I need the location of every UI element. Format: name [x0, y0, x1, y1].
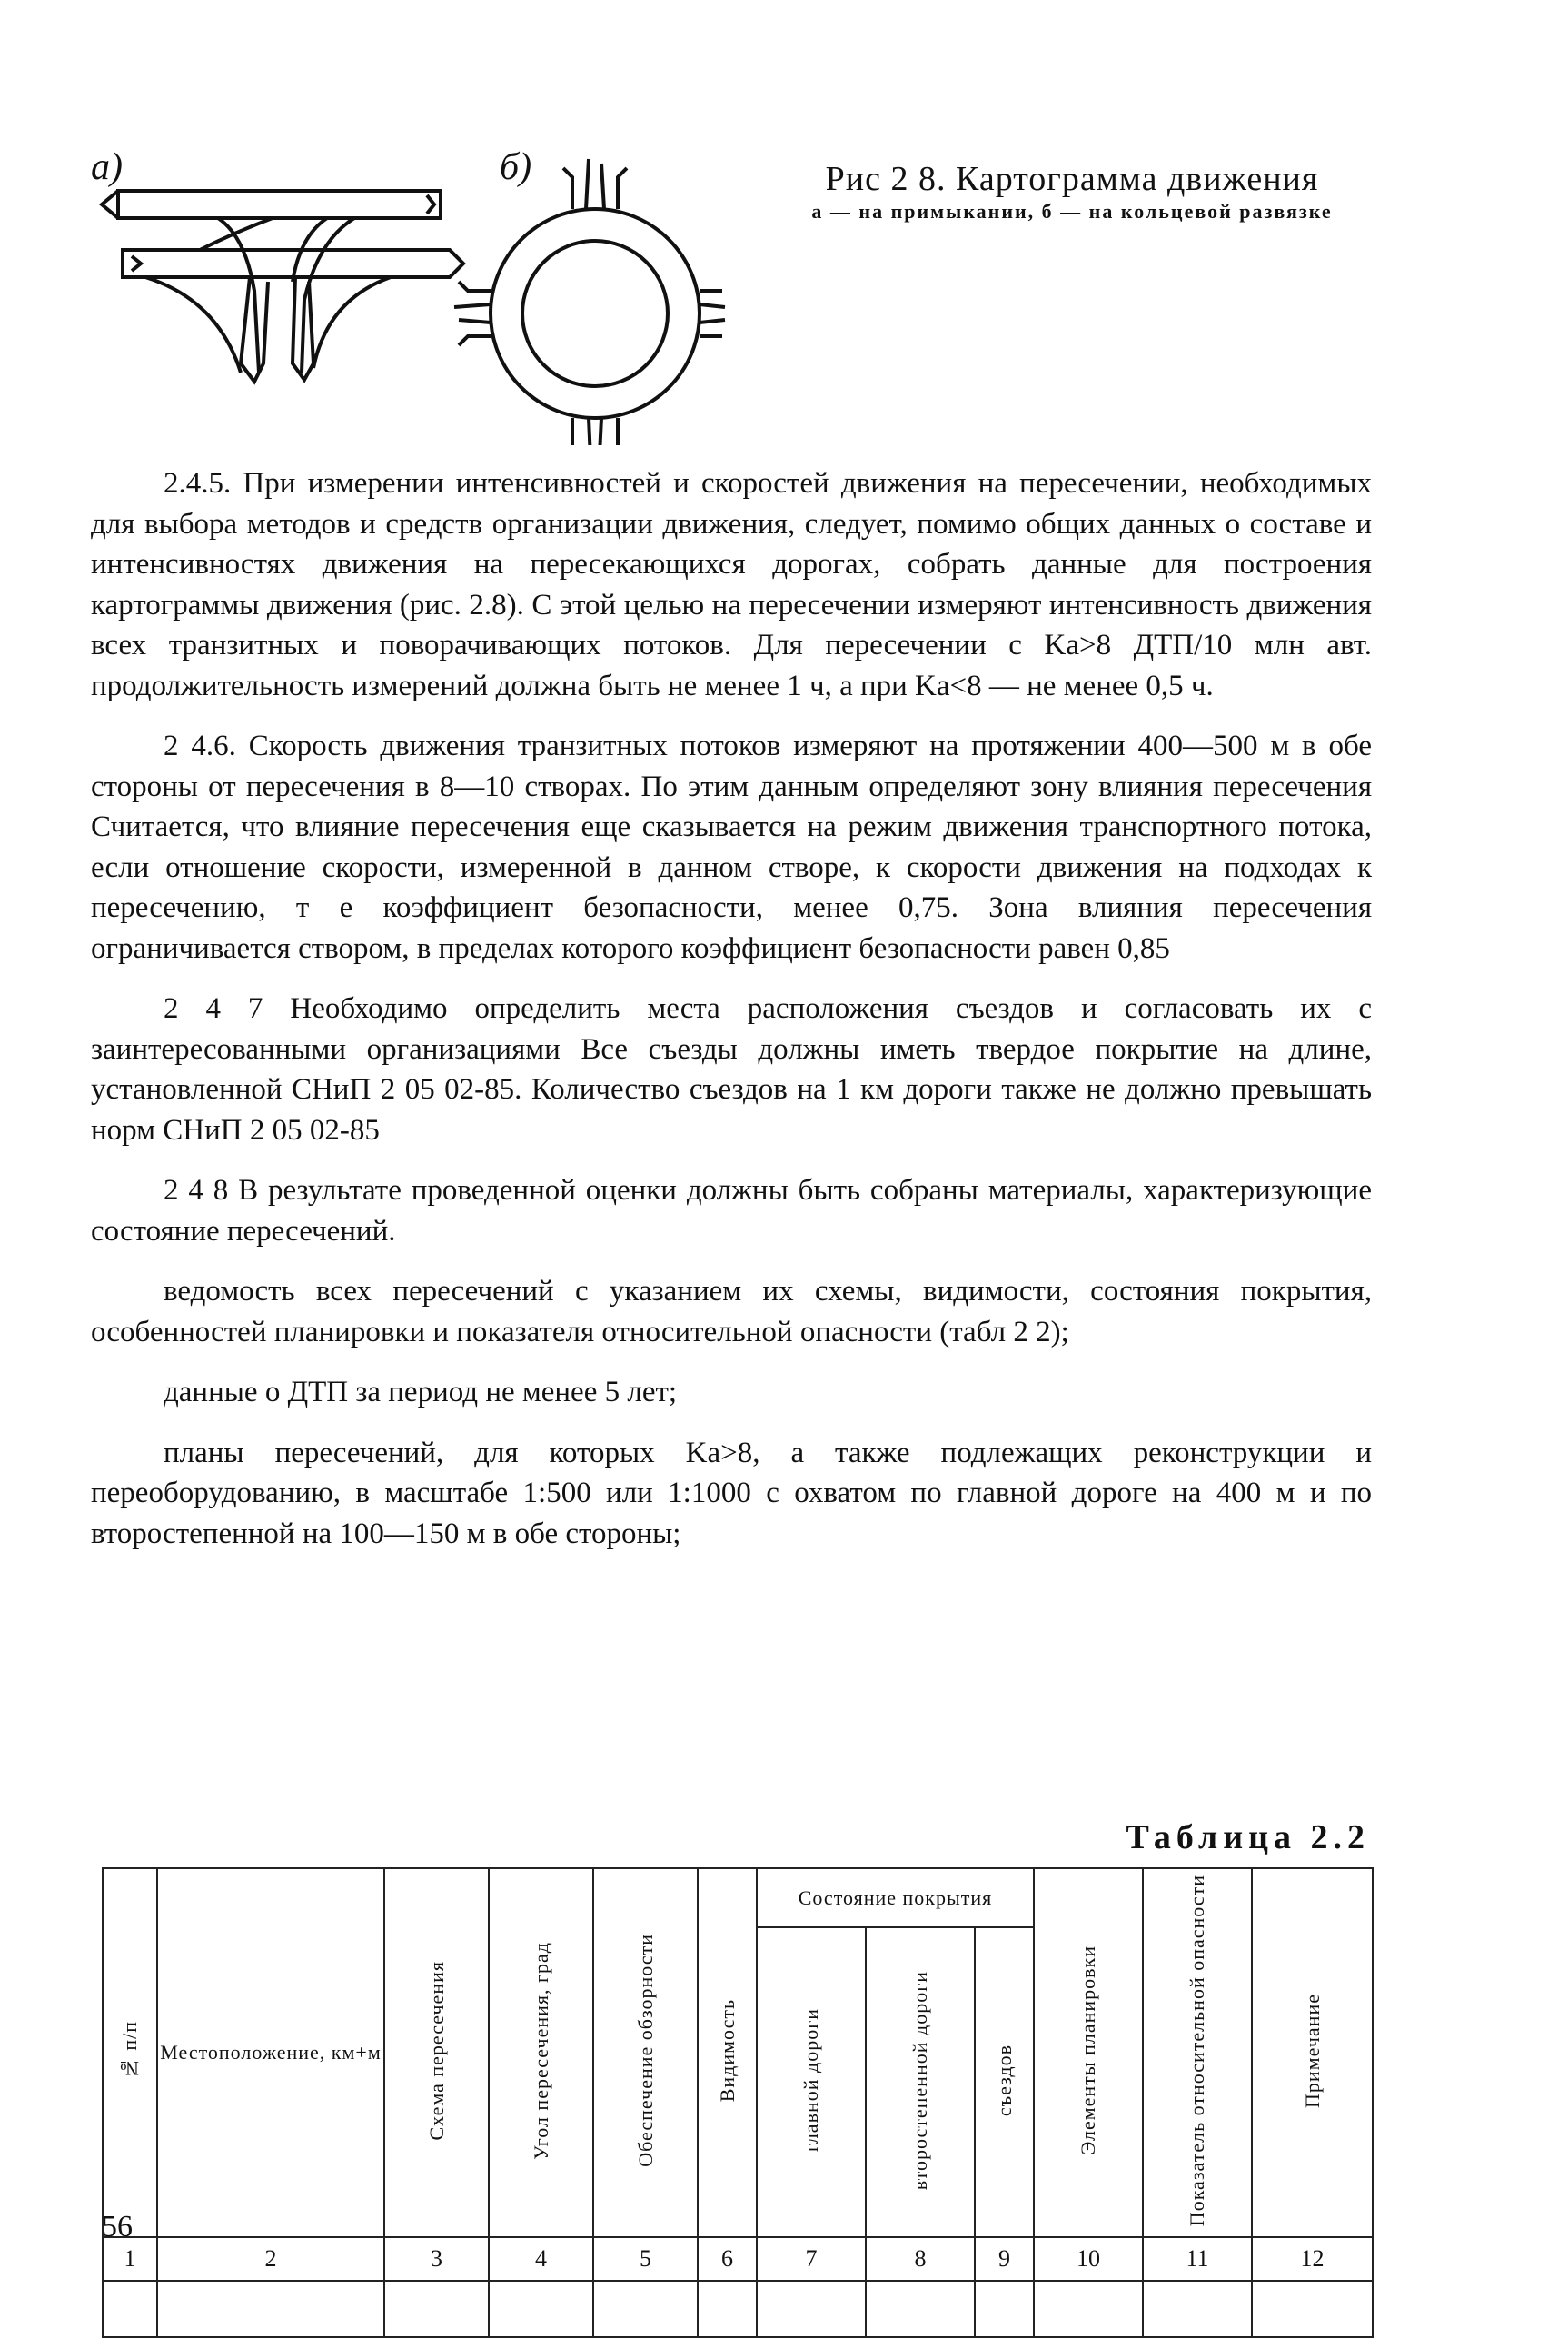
- table-cell: [489, 2281, 593, 2337]
- roundabout-diagram: [454, 159, 725, 445]
- header-visibility-provision: Обеспечение обзорности: [593, 1868, 698, 2237]
- header-danger-index: Показатель относительной опасности: [1143, 1868, 1252, 2237]
- table-cell: [866, 2281, 975, 2337]
- column-number: 3: [384, 2237, 489, 2281]
- header-angle: Угол пересечения, град: [489, 1868, 593, 2237]
- table-cell: [593, 2281, 698, 2337]
- header-scheme: Схема пересечения: [384, 1868, 489, 2237]
- header-surface-main: главной дороги: [757, 1927, 866, 2237]
- column-number: 7: [757, 2237, 866, 2281]
- header-visibility: Видимость: [698, 1868, 757, 2237]
- figure-caption: [781, 159, 1363, 224]
- table-2-2: [102, 1867, 1372, 2273]
- traffic-cartogram-drawing: [91, 145, 727, 445]
- paragraph-2-4-6: 2 4.6. Скорость движения транзитных потоков измеряют на протяжении 400—500 м в обе стороны от пересечения в 8—10 створах. По этим данным определяют зону влияния пересечения Считается, что влияние пересечения еще сказывается на режим движения транспортного потока, если отношение скорости, измеренной в данном створе, к скорости движения на подходах к пересечению, т е коэффициент безопасности, менее 0,75. Зона влияния пересечения ограничивается створом, в пределах которого коэффициент безопасности равен 0,85: [91, 730, 1372, 965]
- table-title: Таблица 2.2: [1126, 1818, 1370, 1856]
- list-item-accident-data: данные о ДТП за период не менее 5 лет;: [164, 1376, 678, 1408]
- list-item-register: ведомость всех пересечений с указанием их схемы, видимости, состояния покрытия, особенностей планировки и показателя относительной опасности (табл 2 2);: [91, 1275, 1372, 1348]
- table-cell: [975, 2281, 1034, 2337]
- column-number: 11: [1143, 2237, 1252, 2281]
- list-item-plans: планы пересечений, для которых Kа>8, а также подлежащих реконструкции и переоборудованию, в масштабе 1:500 или 1:1000 с охватом по главной дороге на 400 м и по второстепенной на 100—150 м в обе стороны;: [91, 1436, 1372, 1550]
- header-layout-elements: Элементы планировки: [1034, 1868, 1143, 2237]
- table-cell: [698, 2281, 757, 2337]
- column-number: 8: [866, 2237, 975, 2281]
- column-number-row: [103, 2237, 1373, 2281]
- paragraph-2-4-8: 2 4 8 В результате проведенной оценки должны быть собраны материалы, характеризующие состояние пересечений.: [91, 1174, 1372, 1248]
- table-cell: [1252, 2281, 1373, 2337]
- figure-2-8: [91, 145, 727, 445]
- column-number: 6: [698, 2237, 757, 2281]
- table-cell: [384, 2281, 489, 2337]
- table-cell: [103, 2281, 157, 2337]
- table-cell: [1034, 2281, 1143, 2337]
- column-number: 5: [593, 2237, 698, 2281]
- figure-label-a: а): [91, 146, 123, 188]
- t-junction-diagram: [102, 191, 463, 382]
- table-cell: [1143, 2281, 1252, 2337]
- column-number: 4: [489, 2237, 593, 2281]
- header-location: Местоположение, км+м: [157, 1868, 384, 2237]
- table-cell: [757, 2281, 866, 2337]
- header-surface-secondary: второстепенной дороги: [866, 1927, 975, 2237]
- figure-label-b: б): [500, 146, 532, 188]
- column-number: 1: [103, 2237, 157, 2281]
- figure-caption-title: Рис 2 8. Картограмма движения: [825, 160, 1319, 198]
- header-num: № п/п: [103, 1868, 157, 2237]
- column-number: 9: [975, 2237, 1034, 2281]
- column-number: 12: [1252, 2237, 1373, 2281]
- paragraph-2-4-5: 2.4.5. При измерении интенсивностей и скоростей движения на пересечении, необходимых для выбора методов и средств организации движения, следует, помимо общих данных о составе и интенсивностях движения на пересекающихся дорогах, собрать данные для построения картограммы движения (рис. 2.8). С этой целью на пересечении измеряют интенсивность движения всех транзитных и поворачивающих потоков. Для пересечении с Kа>8 ДТП/10 млн авт. продолжительность измерений должна быть не менее 1 ч, а при Kа<8 — не менее 0,5 ч.: [91, 467, 1372, 702]
- body-text: [91, 463, 1372, 1574]
- column-number: 10: [1034, 2237, 1143, 2281]
- header-surface-group: Состояние покрытия: [757, 1868, 1034, 1927]
- table-cell: [157, 2281, 384, 2337]
- paragraph-2-4-7: 2 4 7 Необходимо определить места расположения съездов и согласовать их с заинтересованными организациями Все съезды должны иметь твердое покрытие на длине, установленной СНиП 2 05 02-85. Количество съездов на 1 км дороги также не должно превышать норм СНиП 2 05 02-85: [91, 992, 1372, 1147]
- header-surface-exits: съездов: [975, 1927, 1034, 2237]
- table-row: [103, 2281, 1373, 2337]
- figure-caption-subtitle: а — на примыкании, б — на кольцевой развязке: [811, 200, 1333, 223]
- column-number: 2: [157, 2237, 384, 2281]
- header-notes: Примечание: [1252, 1868, 1373, 2237]
- page-number: 56: [102, 2210, 133, 2243]
